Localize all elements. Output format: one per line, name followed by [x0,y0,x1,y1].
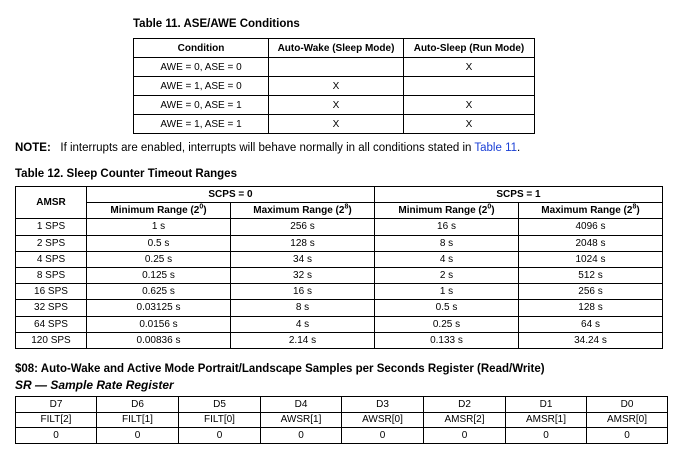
table-cell: 0.625 s [87,284,231,300]
table-cell: 128 s [231,235,375,251]
table-cell: 0.0156 s [87,316,231,332]
table-cell: AWSR[1] [261,412,342,428]
table12-header-max-range: Maximum Range $(2^8)$ [519,203,663,219]
table-row [16,300,663,316]
table-cell: 8 s [375,235,519,251]
table-cell: 0 [179,428,261,444]
table-cell: X [269,77,404,96]
table-cell: AWE = 1, ASE = 0 [134,77,269,96]
table-cell: 0 [424,428,506,444]
table-cell: 120 SPS [16,332,87,348]
table12-header-max-range: Maximum Range $(2^8)$ [231,203,375,219]
table11-header-condition: Condition [134,39,269,58]
table-cell: 2 s [375,267,519,283]
table-row [16,235,663,251]
table-row [16,251,663,267]
table-cell: D7 [16,397,97,413]
table-cell: 0.25 s [375,316,519,332]
table11-link[interactable]: Table 11 [474,142,518,154]
register-table [15,396,668,444]
table-row [134,96,535,115]
note-text: If interrupts are enabled, interrupts will behave normally in all conditions stated in [60,142,475,154]
table-cell: AWE = 1, ASE = 1 [134,115,269,134]
table-cell: 0 [16,428,97,444]
table12-header-min-range: Minimum Range $(2^0)$ [87,203,231,219]
table-cell: 512 s [519,267,663,283]
table-cell: 32 s [231,267,375,283]
table-cell: D5 [179,397,261,413]
table-row [16,219,663,235]
table-cell: 0.03125 s [87,300,231,316]
table11-header-autowake: Auto-Wake (Sleep Mode) [269,39,404,58]
table-cell: D1 [506,397,587,413]
note-paragraph [15,142,520,154]
table-cell: 0.125 s [87,267,231,283]
table-row [16,412,668,428]
table-cell: 4 SPS [16,251,87,267]
table-cell: FILT[1] [97,412,179,428]
register-subheading: SR — Sample Rate Register [15,378,174,392]
table-cell [269,58,404,77]
table-cell: AWE = 0, ASE = 0 [134,58,269,77]
table-cell: 0.5 s [87,235,231,251]
table-cell: 8 SPS [16,267,87,283]
table-cell: 1024 s [519,251,663,267]
table-cell: 32 SPS [16,300,87,316]
table-cell: 0.00836 s [87,332,231,348]
table-row [16,284,663,300]
table-row [134,58,535,77]
table-row [134,77,535,96]
table-cell: X [404,96,535,115]
table-row [16,428,668,444]
table-row [16,332,663,348]
table-cell: 2 SPS [16,235,87,251]
note-end: . [517,142,521,154]
table-cell: 0.133 s [375,332,519,348]
table11-title: Table 11. ASE/AWE Conditions [133,18,300,30]
table-cell: 64 s [519,316,663,332]
table-cell: X [404,58,535,77]
table-cell: 0.5 s [375,300,519,316]
table11-header-autosleep: Auto-Sleep (Run Mode) [404,39,535,58]
table-cell: 4 s [375,251,519,267]
table-cell: D6 [97,397,179,413]
table-cell: X [404,115,535,134]
table-cell: 0 [97,428,179,444]
table-cell: 4096 s [519,219,663,235]
table-cell: AWSR[0] [342,412,424,428]
table-cell: 1 s [87,219,231,235]
table-cell: FILT[0] [179,412,261,428]
table-cell: 16 SPS [16,284,87,300]
register-heading: $08: Auto-Wake and Active Mode Portrait/Landscape Samples per Seconds Register (Read/Write) [15,363,545,375]
table-cell: 0 [506,428,587,444]
table-cell: X [269,115,404,134]
table-cell: 16 s [231,284,375,300]
table-cell: 128 s [519,300,663,316]
table-cell: 8 s [231,300,375,316]
table-cell: 64 SPS [16,316,87,332]
table-row [134,115,535,134]
table-cell: 1 s [375,284,519,300]
table-cell: AMSR[1] [506,412,587,428]
table-cell: D4 [261,397,342,413]
table-cell: D3 [342,397,424,413]
table-cell: 0 [342,428,424,444]
table-cell: 0 [587,428,668,444]
table-cell: 256 s [231,219,375,235]
table-cell: FILT[2] [16,412,97,428]
table-cell: 16 s [375,219,519,235]
table-cell: AWE = 0, ASE = 1 [134,96,269,115]
table-row [16,267,663,283]
table-cell: 0 [261,428,342,444]
table-cell: AMSR[0] [587,412,668,428]
table-cell: 256 s [519,284,663,300]
table11 [133,38,535,134]
table12 [15,186,663,349]
table12-header-min-range: Minimum Range $(2^0)$ [375,203,519,219]
table-cell: 0.25 s [87,251,231,267]
table-cell: AMSR[2] [424,412,506,428]
table-cell: D0 [587,397,668,413]
table-cell: X [269,96,404,115]
table12-header-scps0: SCPS = 0 [87,187,375,203]
table-cell: 2048 s [519,235,663,251]
table-cell: 34.24 s [519,332,663,348]
table12-title: Table 12. Sleep Counter Timeout Ranges [15,168,237,180]
table-cell: 4 s [231,316,375,332]
table-row [16,397,668,413]
table12-header-scps1: SCPS = 1 [375,187,663,203]
table-cell: 34 s [231,251,375,267]
table-cell: D2 [424,397,506,413]
table-cell: 1 SPS [16,219,87,235]
table-cell [404,77,535,96]
table12-header-amsr: AMSR [16,187,87,219]
table-row [16,316,663,332]
note-label: NOTE: [15,142,51,154]
table-cell: 2.14 s [231,332,375,348]
